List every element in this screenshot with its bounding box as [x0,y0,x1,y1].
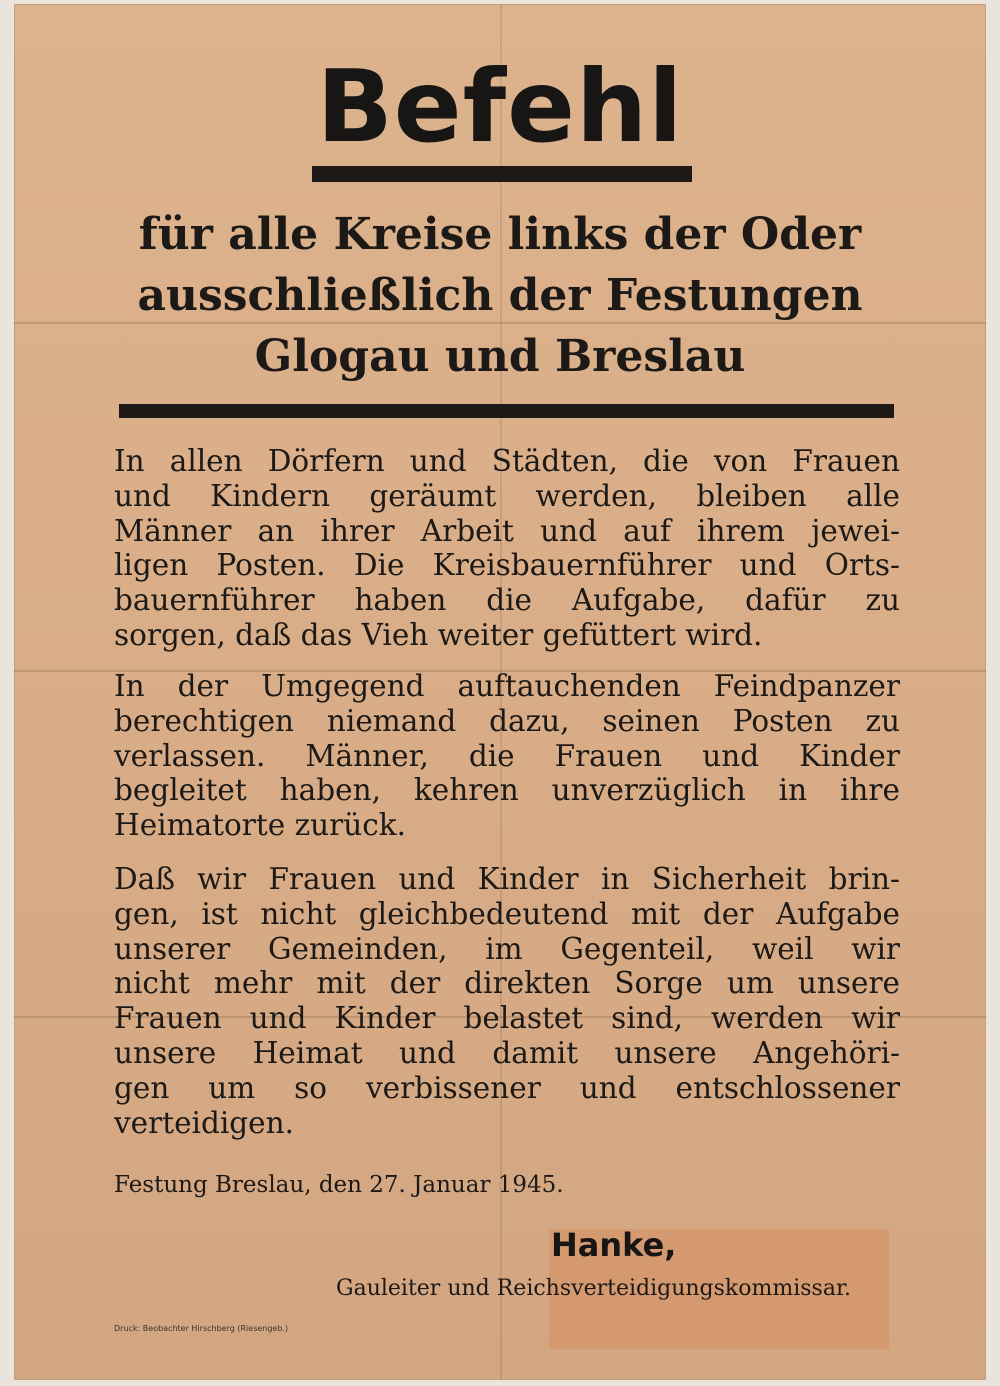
subtitle-line: Glogau und Breslau [254,331,746,382]
poster-title: Befehl [316,48,684,165]
paragraph-line: verteidigen. [114,1105,295,1140]
section-divider [119,404,894,418]
paragraph-line: Daß wir Frauen und Kinder in Sicherheit brin- [114,862,900,896]
paragraph-1 [114,444,900,653]
paragraph-2 [114,669,900,843]
paragraph-line: In allen Dörfern und Städten, die von Frauen [114,444,900,478]
paragraph-line: gen um so verbissener und entschlossener [114,1070,900,1105]
paragraph-line: Frauen und Kinder belastet sind, werden wir [114,1001,900,1036]
paragraph-3 [114,862,900,1140]
signer-name: Hanke, [551,1226,677,1264]
paragraph-line: gen, ist nicht gleichbedeutend mit der Aufgabe [114,896,900,931]
paragraph-line: begleitet haben, kehren unverzüglich in ihre [114,773,900,808]
paragraph-line: Männer an ihrer Arbeit und auf ihrem jewei- [114,513,900,548]
paragraph-line: Heimatorte zurück. [114,808,407,843]
paragraph-line: In der Umgegend auftauchenden Feindpanzer [114,669,900,703]
subtitle-line: für alle Kreise links der Oder [138,209,862,260]
paragraph-line: ligen Posten. Die Kreisbauernführer und Orts- [114,548,900,583]
subtitle-line: ausschließlich der Festungen [137,270,863,321]
poster-subtitle [74,204,926,387]
paragraph-line: verlassen. Männer, die Frauen und Kinder [114,738,900,773]
paragraph-line: sorgen, daß das Vieh weiter gefüttert wird. [114,617,763,652]
paragraph-line: unserer Gemeinden, im Gegenteil, weil wir [114,931,900,966]
paragraph-line: bauernführer haben die Aufgabe, dafür zu [114,583,900,618]
paragraph-line: unsere Heimat und damit unsere Angehöri- [114,1035,900,1070]
paragraph-line: berechtigen niemand dazu, seinen Posten zu [114,703,900,738]
dateline: Festung Breslau, den 27. Januar 1945. [114,1172,564,1198]
title-underline [312,166,692,182]
signer-title: Gauleiter und Reichsverteidigungskommissar. [336,1276,852,1301]
paragraph-line: nicht mehr mit der direkten Sorge um unsere [114,966,900,1001]
paragraph-line: und Kindern geräumt werden, bleiben alle [114,478,900,513]
poster [14,4,986,1380]
printer-imprint: Druck: Beobachter Hirschberg (Riesengeb.) [114,1324,289,1333]
